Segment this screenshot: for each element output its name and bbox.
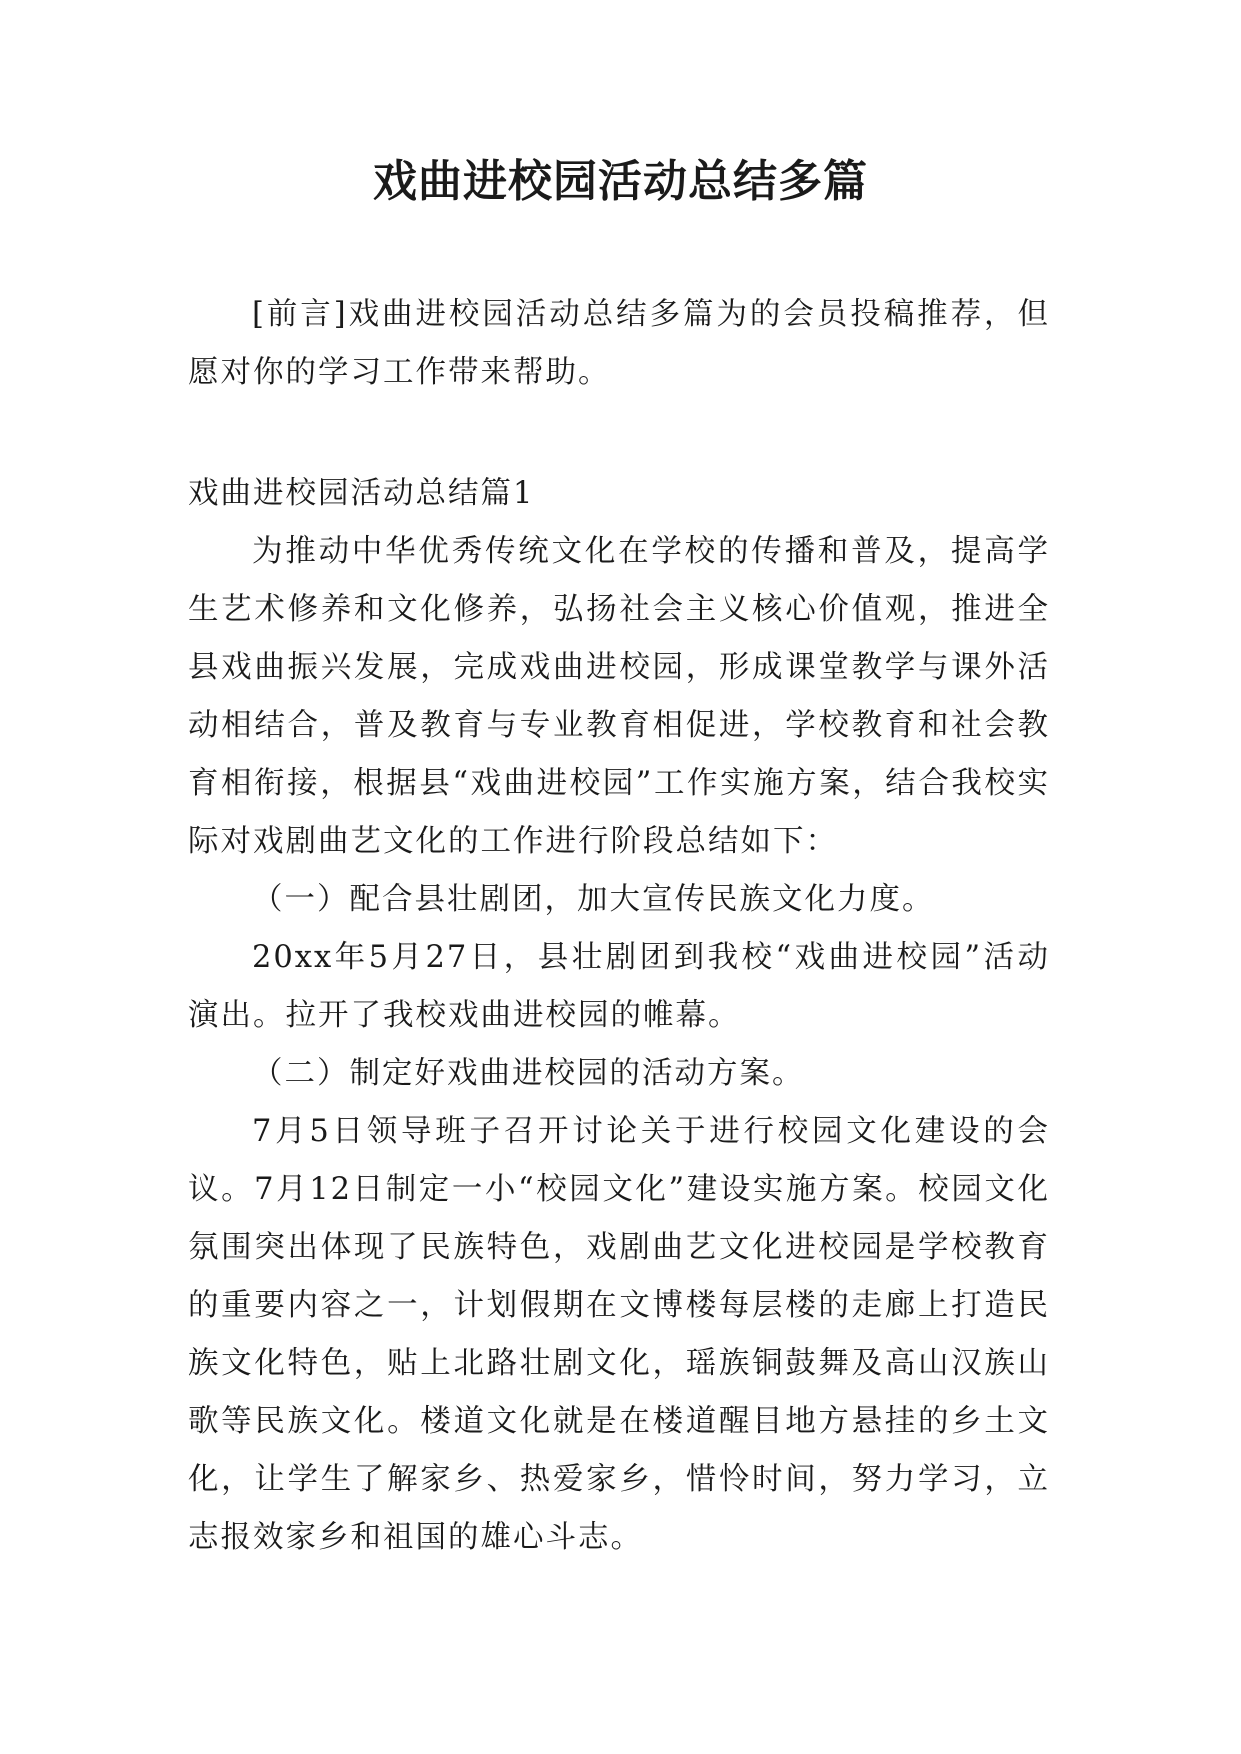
body-paragraph-3: 20xx年5月27日，县壮剧团到我校“戏曲进校园”活动演出。拉开了我校戏曲进校园的帷幕。 — [188, 940, 1050, 1033]
document-body — [188, 465, 1050, 1567]
body-paragraph-5: 7月5日领导班子召开讨论关于进行校园文化建设的会议。7月12日制定一小“校园文化”建设实施方案。校园文化氛围突出体现了民族特色，戏剧曲艺文化进校园是学校教育的重要内容之一，计划假期在文博楼每层楼的走廊上打造民族文化特色，贴上北路壮剧文化，瑶族铜鼓舞及高山汉族山歌等民族文化。楼道文化就是在楼道醒目地方悬挂的乡土文化，让学生了解家乡、热爱家乡，惜怜时间，努力学习，立志报效家乡和祖国的雄心斗志。 — [188, 1114, 1050, 1555]
body-paragraph-4: （二）制定好戏曲进校园的活动方案。 — [252, 1056, 805, 1091]
body-paragraph-2: （一）配合县壮剧团，加大宣传民族文化力度。 — [252, 882, 935, 917]
section-heading: 戏曲进校园活动总结篇1 — [188, 476, 535, 511]
body-paragraph-1: 为推动中华优秀传统文化在学校的传播和普及，提高学生艺术修养和文化修养，弘扬社会主义核心价值观，推进全县戏曲振兴发展，完成戏曲进校园，形成课堂教学与课外活动相结合，普及教育与专业教育相促进，学校教育和社会教育相衔接，根据县“戏曲进校园”工作实施方案，结合我校实际对戏剧曲艺文化的工作进行阶段总结如下： — [188, 534, 1050, 859]
document-title: 戏曲进校园活动总结多篇 — [373, 156, 868, 207]
intro-paragraph: [前言]戏曲进校园活动总结多篇为的会员投稿推荐，但愿对你的学习工作带来帮助。 — [188, 297, 1050, 390]
